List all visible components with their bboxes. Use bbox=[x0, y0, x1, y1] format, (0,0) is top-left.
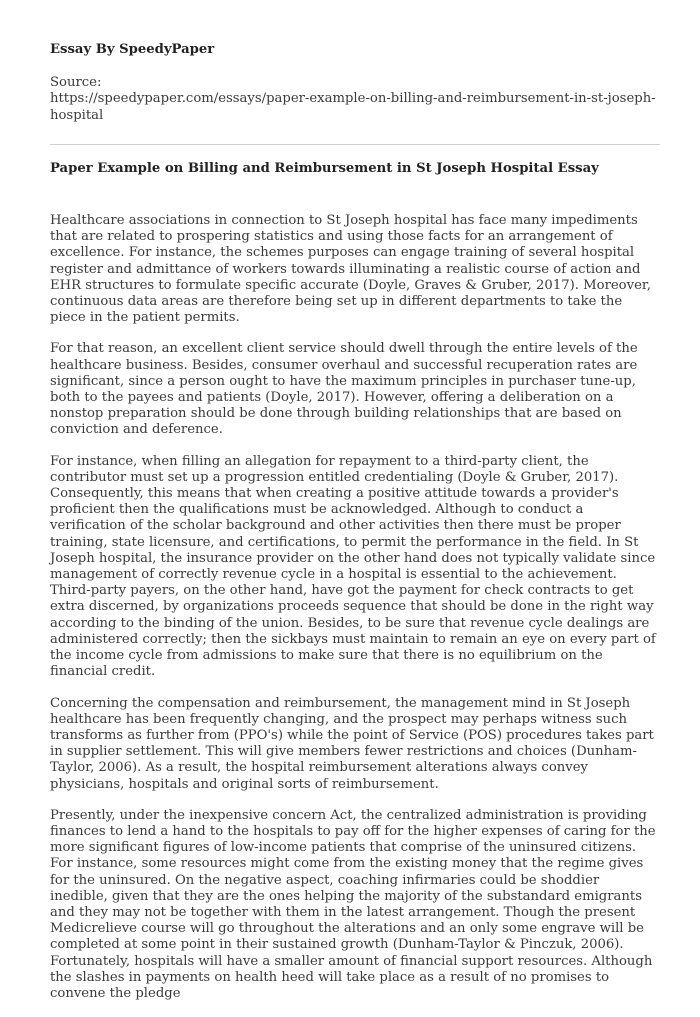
paragraph: For that reason, an excellent client service should dwell through the entire levels of the healthcare business. Besides, consumer overhaul and successful recuperation rates are significant, since a person ought to have the maximum principles in purchaser tune-up, both to the payees and patients (Doyle, 2017). However, offering a deliberation on a nonstop preparation should be done through building relationships that are based on conviction and deference. bbox=[50, 341, 638, 438]
essay-page bbox=[50, 42, 660, 1017]
essay-title: Paper Example on Billing and Reimbursement in St Joseph Hospital Essay bbox=[50, 160, 599, 176]
paragraph: For instance, when filling an allegation for repayment to a third-party client, the contributor must set up a progression entitled credentialing (Doyle & Gruber, 2017). Consequently, this means that when creating a positive attitude towards a provider's proficient then the qualifications must be acknowledged. Although to conduct a verification of the scholar background and other activities then there must be proper training, state licensure, and certifications, to permit the performance in the field. In St Joseph hospital, the insurance provider on the other hand does not typically validate since management of correctly revenue cycle in a hospital is essential to the achievement. Third-party payers, on the other hand, have got the payment for check contracts to get extra discerned, by organizations proceeds sequence that should be done in the right way according to the binding of the union. Besides, to be sure that revenue cycle dealings are administered correctly; then the sickbays must maintain to remain an eye on every part of the income cycle from admissions to make sure that there is no equilibrium on the financial credit. bbox=[50, 453, 656, 680]
source-url: https://speedypaper.com/essays/paper-example-on-billing-and-reimbursement-in-st-joseph-hospital bbox=[50, 91, 656, 123]
essay-body bbox=[50, 213, 660, 1002]
essay-author-heading: Essay By SpeedyPaper bbox=[50, 42, 215, 57]
paragraph: Healthcare associations in connection to St Joseph hospital has face many impediments that are related to prospering statistics and using those facts for an arrangement of excellence. For instance, the schemes purposes can engage training of several hospital register and admittance of workers towards illuminating a realistic course of action and EHR structures to formulate specific accurate (Doyle, Graves & Gruber, 2017). Moreover, continuous data areas are therefore being set up in different departments to take the piece in the patient permits. bbox=[50, 213, 651, 326]
source-label: Source: bbox=[50, 75, 102, 91]
paragraph: Presently, under the inexpensive concern Act, the centralized administration is providing finances to lend a hand to the hospitals to pay off for the higher expenses of caring for the more significant figures of low-income patients that comprise of the uninsured citizens. For instance, some resources might come from the existing money that the regime gives for the uninsured. On the negative aspect, coaching infirmaries could be shoddier inedible, given that they are the ones helping the majority of the substandard emigrants and they may not be together with them in the latest arrangement. Though the present Medicrelieve course will go throughout the alterations and an only some engrave will be completed at some point in their sustained growth (Dunham-Taylor & Pinczuk, 2006). Fortunately, hospitals will have a smaller amount of financial support resources. Although the slashes in payments on health heed will take place as a result of no promises to convene the pledge bbox=[50, 807, 656, 1001]
paragraph: Concerning the compensation and reimbursement, the management mind in St Joseph healthcare has been frequently changing, and the prospect may perhaps witness such transforms as further from (PPO's) while the point of Service (POS) procedures takes part in supplier settlement. This will give members fewer restrictions and choices (Dunham-Taylor, 2006). As a result, the hospital reimbursement alterations always convey physicians, hospitals and original sorts of reimbursement. bbox=[50, 695, 654, 792]
header-divider bbox=[50, 144, 660, 145]
